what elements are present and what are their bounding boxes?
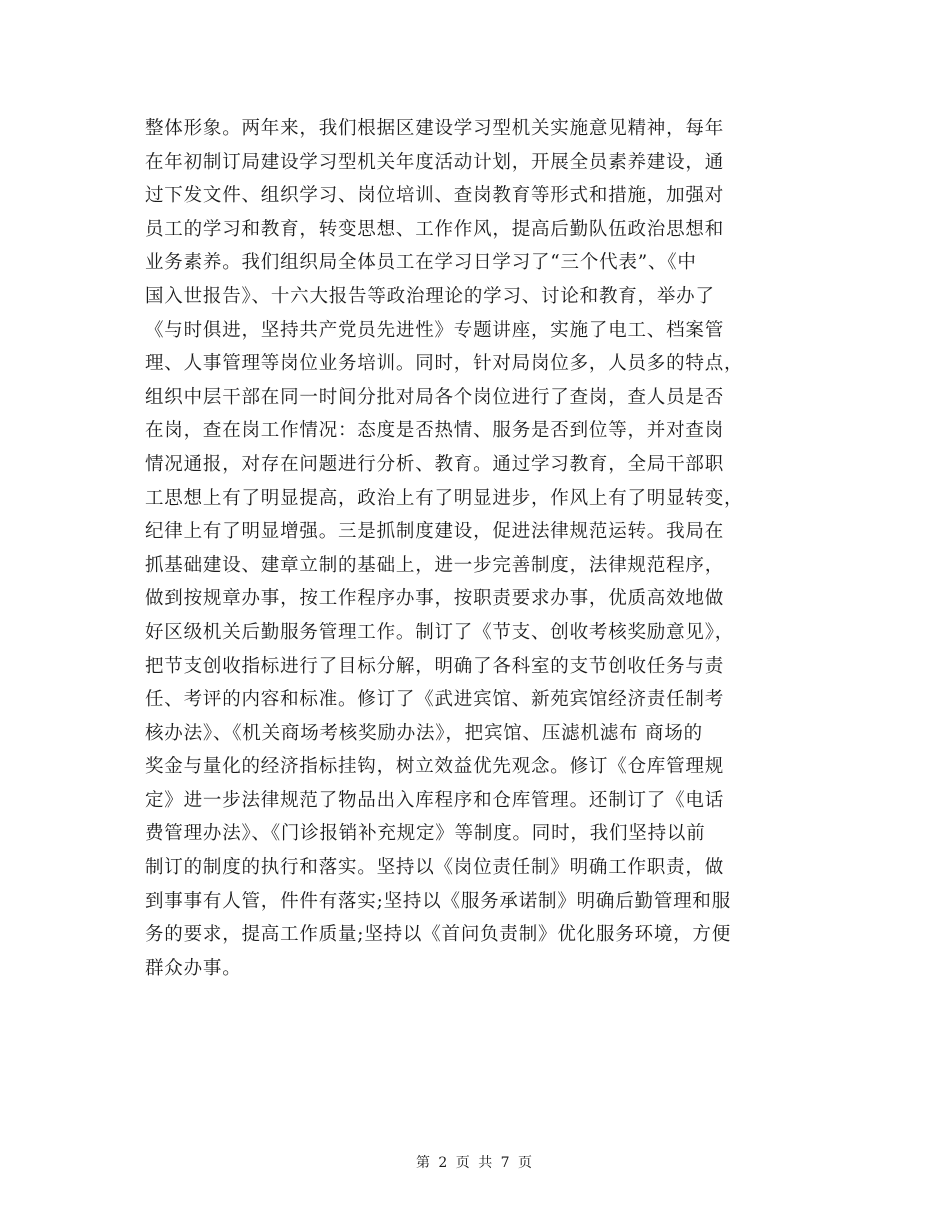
text-line: 做到按规章办事，按工作程序办事，按职责要求办事，优质高效地做 [145, 588, 725, 610]
text-line: 好区级机关后勤服务管理工作。制订了《节支、创收考核奖励意见》， [145, 621, 735, 643]
body-paragraph [145, 112, 815, 985]
text-line: 《与时俱进，坚持共产党员先进性》专题讲座，实施了电工、档案管 [145, 319, 725, 341]
text-line: 核办法》、《机关商场考核奖励办法》，把宾馆、压滤机滤布 商场的 [145, 722, 703, 744]
text-line: 国入世报告》、十六大报告等政治理论的学习、讨论和教育，举办了 [145, 285, 715, 307]
text-line: 把节支创收指标进行了目标分解，明确了各科室的支节创收任务与责 [145, 655, 725, 677]
text-line: 抓基础建设、建章立制的基础上，进一步完善制度，法律规范程序， [145, 554, 725, 576]
text-line: 员工的学习和教育，转变思想、工作作风，提高后勤队伍政治思想和 [145, 218, 725, 240]
text-line: 在年初制订局建设学习型机关年度活动计划，开展全员素养建设，通 [145, 151, 725, 173]
text-line: 定》进一步法律规范了物品出入库程序和仓库管理。还制订了《电话 [145, 789, 725, 811]
page-number-footer: 第 2 页 共 7 页 [415, 1155, 535, 1171]
text-line: 制订的制度的执行和落实。坚持以《岗位责任制》明确工作职责，做 [145, 857, 725, 879]
text-line: 纪律上有了明显增强。三是抓制度建设，促进法律规范运转。我局在 [145, 521, 725, 543]
text-line: 过下发文件、组织学习、岗位培训、查岗教育等形式和措施，加强对 [145, 185, 725, 207]
text-line: 整体形象。两年来，我们根据区建设学习型机关实施意见精神，每年 [145, 118, 725, 139]
text-line: 任、考评的内容和标准。修订了《武进宾馆、新苑宾馆经济责任制考 [145, 689, 725, 711]
text-line: 组织中层干部在同一时间分批对局各个岗位进行了查岗，查人员是否 [145, 386, 725, 408]
text-line: 工思想上有了明显提高，政治上有了明显进步，作风上有了明显转变， [145, 487, 744, 509]
text-line: 奖金与量化的经济指标挂钩，树立效益优先观念。修订《仓库管理规 [145, 756, 725, 778]
text-line: 费管理办法》、《门诊报销补充规定》等制度。同时，我们坚持以前 [145, 823, 706, 845]
text-line: 理、人事管理等岗位业务培训。同时，针对局岗位多，人员多的特点， [145, 353, 744, 375]
text-line: 业务素养。我们组织局全体员工在学习日学习了“三个代表”、《中 [145, 252, 697, 274]
text-line: 到事事有人管，件件有落实;坚持以《服务承诺制》明确后勤管理和服 [145, 890, 732, 912]
text-line: 在岗，查在岗工作情况：态度是否热情、服务是否到位等，并对查岗 [145, 420, 725, 442]
text-line: 群众办事。 [145, 957, 242, 979]
text-line: 务的要求，提高工作质量;坚持以《首问负责制》优化服务环境，方便 [145, 924, 732, 946]
text-line: 情况通报，对存在问题进行分析、教育。通过学习教育，全局干部职 [145, 453, 725, 475]
